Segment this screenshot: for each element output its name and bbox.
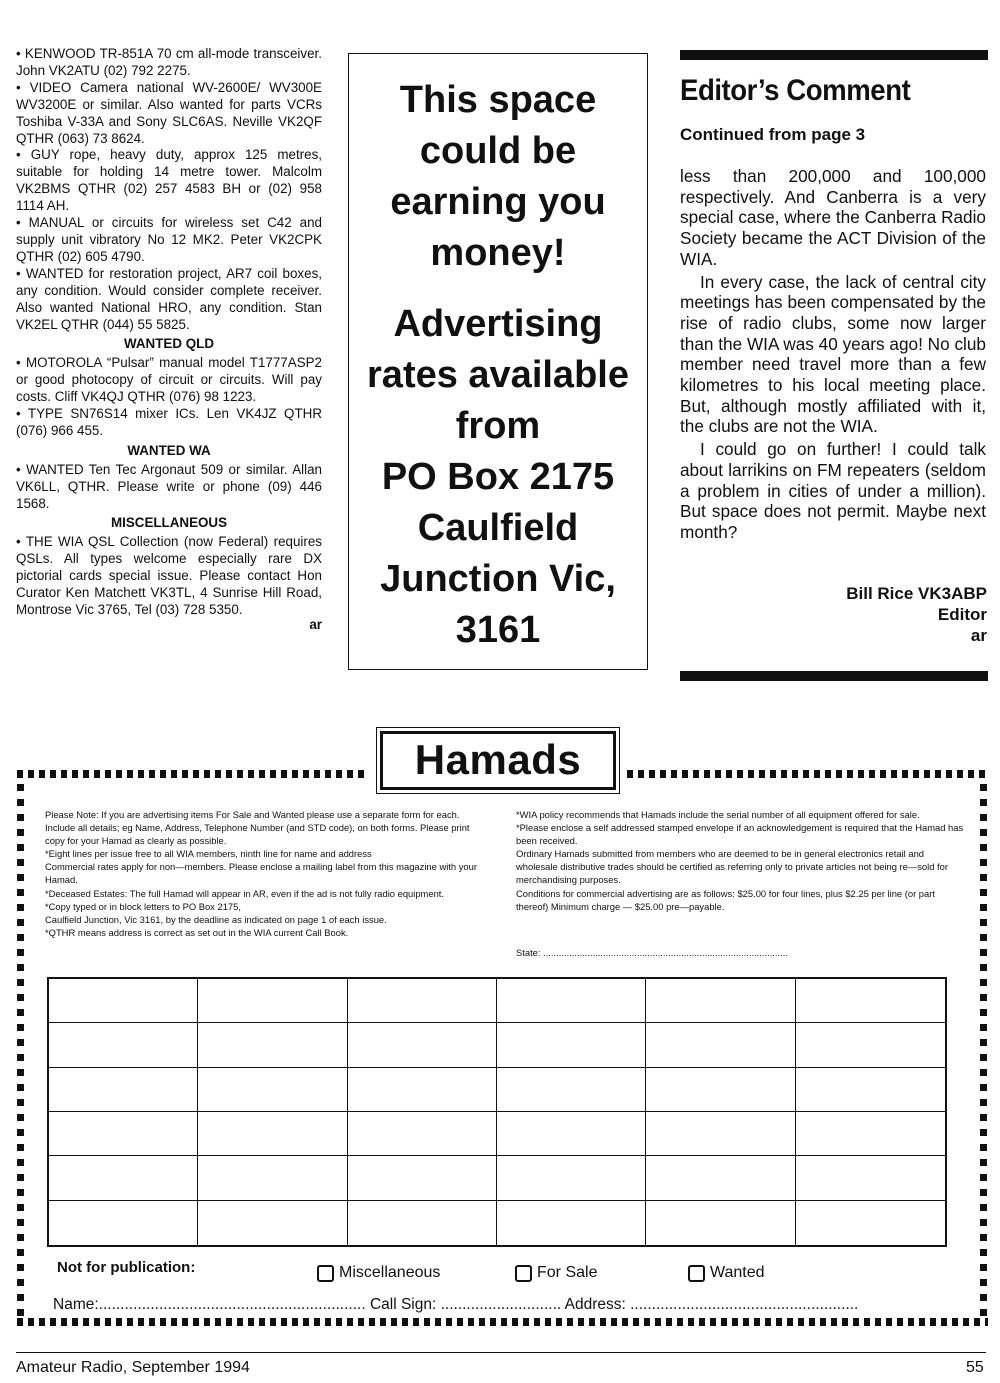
state-field[interactable]: State: .............................................................................................. [516, 947, 788, 958]
hamads-notes-left [45, 808, 490, 939]
grid-cell[interactable] [348, 1156, 497, 1200]
grid-cell[interactable] [497, 1201, 646, 1245]
hamads-notes-right [516, 808, 966, 913]
classified-item: • GUY rope, heavy duty, approx 125 metres, suitable for holding 14 metre tower. Malcolm VK2BMS QTHR (02) 257 4583 BH or (02) 958 1114 AH. [16, 147, 322, 214]
ad-line: This space [399, 79, 597, 121]
grid-cell[interactable] [497, 1068, 646, 1112]
grid-cell[interactable] [49, 1112, 198, 1156]
grid-cell[interactable] [497, 1112, 646, 1156]
note-line: Ordinary Hamads submitted from members who are deemed to be in general electronics retail and wholesale distributive trades should be certified as referring only to private articles not being re—sold for merchandising purposes. [516, 848, 948, 886]
advertising-box [348, 53, 648, 670]
dotted-border [980, 784, 987, 1318]
checkbox-miscellaneous[interactable] [317, 1264, 440, 1282]
ad-line: PO Box 2175 [381, 456, 615, 498]
end-mark: ar [309, 616, 322, 632]
grid-cell[interactable] [796, 1112, 945, 1156]
grid-cell[interactable] [646, 1068, 795, 1112]
classifieds-column [16, 46, 322, 634]
note-line: *Deceased Estates: The full Hamad will appear in AR, even if the ad is not fully radio equipment. [45, 887, 445, 899]
grid-cell[interactable] [796, 1023, 945, 1067]
classified-item: • VIDEO Camera national WV-2600E/ WV300E WV3200E or similar. Also wanted for parts VCRs Toshiba V-33A and Sony SLC6AS. Neville VK2QF QTHR (063) 73 8624. [16, 79, 322, 146]
grid-cell[interactable] [49, 979, 198, 1023]
checkbox-icon[interactable] [317, 1265, 334, 1282]
note-line: *WIA policy recommends that Hamads include the serial number of all equipment offered for sale. [516, 809, 920, 820]
note-line: Caulfield Junction, Vic 3161, by the deadline as indicated on page 1 of each issue. [45, 913, 387, 925]
classified-item: • MOTOROLA “Pulsar” manual model T1777ASP2 or good photocopy of circuit or circuits. Will pay costs. Cliff VK4QJ QTHR (076) 98 1223. [16, 355, 322, 405]
section-heading-wa: WANTED WA [127, 442, 211, 458]
classified-item: • MANUAL or circuits for wireless set C42 and supply unit vibratory No 12 MK2. Peter VK2CPK QTHR (02) 605 4790. [16, 215, 322, 264]
dotted-border [627, 770, 988, 778]
grid-cell[interactable] [198, 1068, 347, 1112]
grid-cell[interactable] [348, 1112, 497, 1156]
grid-cell[interactable] [198, 979, 347, 1023]
grid-cell[interactable] [348, 979, 497, 1023]
dotted-border [17, 784, 24, 1318]
grid-cell[interactable] [198, 1112, 347, 1156]
grid-cell[interactable] [348, 1068, 497, 1112]
note-line: Commercial rates apply for non—members. Please enclose a mailing label from this magazine with your Hamad. [45, 861, 477, 886]
classified-item: • WANTED Ten Tec Argonaut 509 or similar. Allan VK6LL, QTHR. Please write or phone (09) 446 1568. [16, 461, 322, 511]
checkbox-icon[interactable] [515, 1265, 532, 1282]
ad-line: Caulfield [417, 507, 579, 549]
grid-cell[interactable] [198, 1023, 347, 1067]
note-line: *Eight lines per issue free to all WIA members, ninth line for name and address [45, 848, 372, 860]
grid-cell[interactable] [348, 1023, 497, 1067]
note-line: Please Note: If you are advertising items For Sale and Wanted please use a separate form for each. Include all details; eg Name, Address, Telephone Number (and STD code), on both forms. Please print copy for your Hamad as clearly as possible. [45, 809, 470, 847]
checkbox-wanted[interactable] [688, 1264, 765, 1282]
grid-cell[interactable] [497, 1023, 646, 1067]
ad-line: rates available [367, 354, 629, 396]
grid-cell[interactable] [646, 1201, 795, 1245]
dotted-border [17, 770, 369, 778]
note-line: *QTHR means address is correct as set out in the WIA current Call Book. [45, 926, 349, 938]
grid-cell[interactable] [49, 1201, 198, 1245]
editor-signature [780, 583, 987, 646]
grid-cell[interactable] [49, 1068, 198, 1112]
editor-role: Editor [937, 605, 987, 624]
footer-magazine: Amateur Radio, September 1994 [16, 1359, 250, 1376]
grid-cell[interactable] [497, 979, 646, 1023]
ad-line: earning you [390, 181, 606, 223]
grid-cell[interactable] [646, 1023, 795, 1067]
dotted-border [17, 1318, 988, 1326]
not-for-publication-label: Not for publication: [57, 1259, 196, 1276]
grid-cell[interactable] [198, 1201, 347, 1245]
checkbox-for-sale[interactable] [515, 1264, 597, 1282]
end-mark: ar [970, 626, 987, 645]
checkbox-label: For Sale [537, 1264, 598, 1281]
note-line: Conditions for commercial advertising are as follows: $25.00 for four lines, plus $2.25 per line (or part thereof) Minimum charge — $25.00 pre—payable. [516, 887, 935, 912]
ad-line: 3161 [455, 609, 541, 651]
ad-line: from [455, 405, 541, 447]
ad-line: Junction Vic, [380, 558, 616, 600]
grid-cell[interactable] [646, 1112, 795, 1156]
grid-cell[interactable] [646, 1156, 795, 1200]
section-heading-misc: MISCELLANEOUS [110, 515, 228, 531]
ad-line: money! [430, 232, 566, 274]
hamads-title: Hamads [380, 731, 616, 790]
grid-cell[interactable] [796, 1068, 945, 1112]
note-line: *Copy typed or in block letters to PO Box 2175, [45, 900, 241, 912]
editor-paragraph: less than 200,000 and 100,000 respectively. And Canberra is a very special case, where the Canberra Radio Society became the ACT Division of the WIA. [680, 166, 986, 269]
grid-cell[interactable] [198, 1156, 347, 1200]
classified-item: • KENWOOD TR-851A 70 cm all-mode transceiver. John VK2ATU (02) 792 2275. [16, 46, 322, 78]
editor-top-rule [680, 50, 988, 60]
name-callsign-address-fields[interactable]: Name:.............................................................. Call Sign: ............................ Address: ..................................................... [53, 1296, 859, 1313]
grid-cell[interactable] [796, 1201, 945, 1245]
checkbox-label: Wanted [710, 1264, 765, 1281]
editor-bottom-rule [680, 671, 988, 681]
section-heading-qld: WANTED QLD [123, 336, 214, 352]
classified-item: • THE WIA QSL Collection (now Federal) requires QSLs. All types welcome especially rare DX pictorial cards special issue. Please contact Hon Curator Ken Matchett VK3TL, 4 Sunrise Hill Road, Montrose Vic 3765, Tel (03) 728 5350. [16, 534, 322, 617]
grid-cell[interactable] [49, 1023, 198, 1067]
hamad-entry-grid[interactable] [47, 977, 947, 1247]
editor-body [680, 166, 986, 545]
classified-item: • TYPE SN76S14 mixer ICs. Len VK4JZ QTHR (076) 966 455. [16, 406, 322, 438]
editor-paragraph: In every case, the lack of central city meetings has been compensated by the rise of radio clubs, some now larger than the WIA was 40 years ago! No club member need travel more than a few kilometres to his local meeting place. But, although mostly affiliated with it, the clubs are not the WIA. [680, 271, 986, 437]
footer-rule [16, 1352, 986, 1353]
editor-paragraph: I could go on further! I could talk about larrikins on FM repeaters (seldom a problem in cities of under a million). But space does not permit. Maybe next month? [680, 439, 986, 542]
grid-cell[interactable] [348, 1201, 497, 1245]
ad-line: could be [419, 130, 577, 172]
checkbox-label: Miscellaneous [339, 1264, 441, 1281]
grid-cell[interactable] [796, 979, 945, 1023]
editor-continued: Continued from page 3 [680, 125, 866, 144]
checkbox-icon[interactable] [688, 1265, 705, 1282]
grid-cell[interactable] [497, 1156, 646, 1200]
grid-cell[interactable] [646, 979, 795, 1023]
note-line: *Please enclose a self addressed stamped envelope if an acknowledgement is required that the Hamad has been received. [516, 822, 964, 847]
editor-title: Editor’s Comment [680, 74, 911, 107]
grid-cell[interactable] [49, 1156, 198, 1200]
classified-item: • WANTED for restoration project, AR7 coil boxes, any condition. Would consider complete receiver. Also wanted National HRO, any condition. Stan VK2EL QTHR (044) 55 5825. [16, 265, 322, 332]
page-number: 55 [966, 1359, 984, 1376]
grid-cell[interactable] [796, 1156, 945, 1200]
ad-line: Advertising [393, 303, 603, 345]
editor-name: Bill Rice VK3ABP [846, 584, 987, 603]
